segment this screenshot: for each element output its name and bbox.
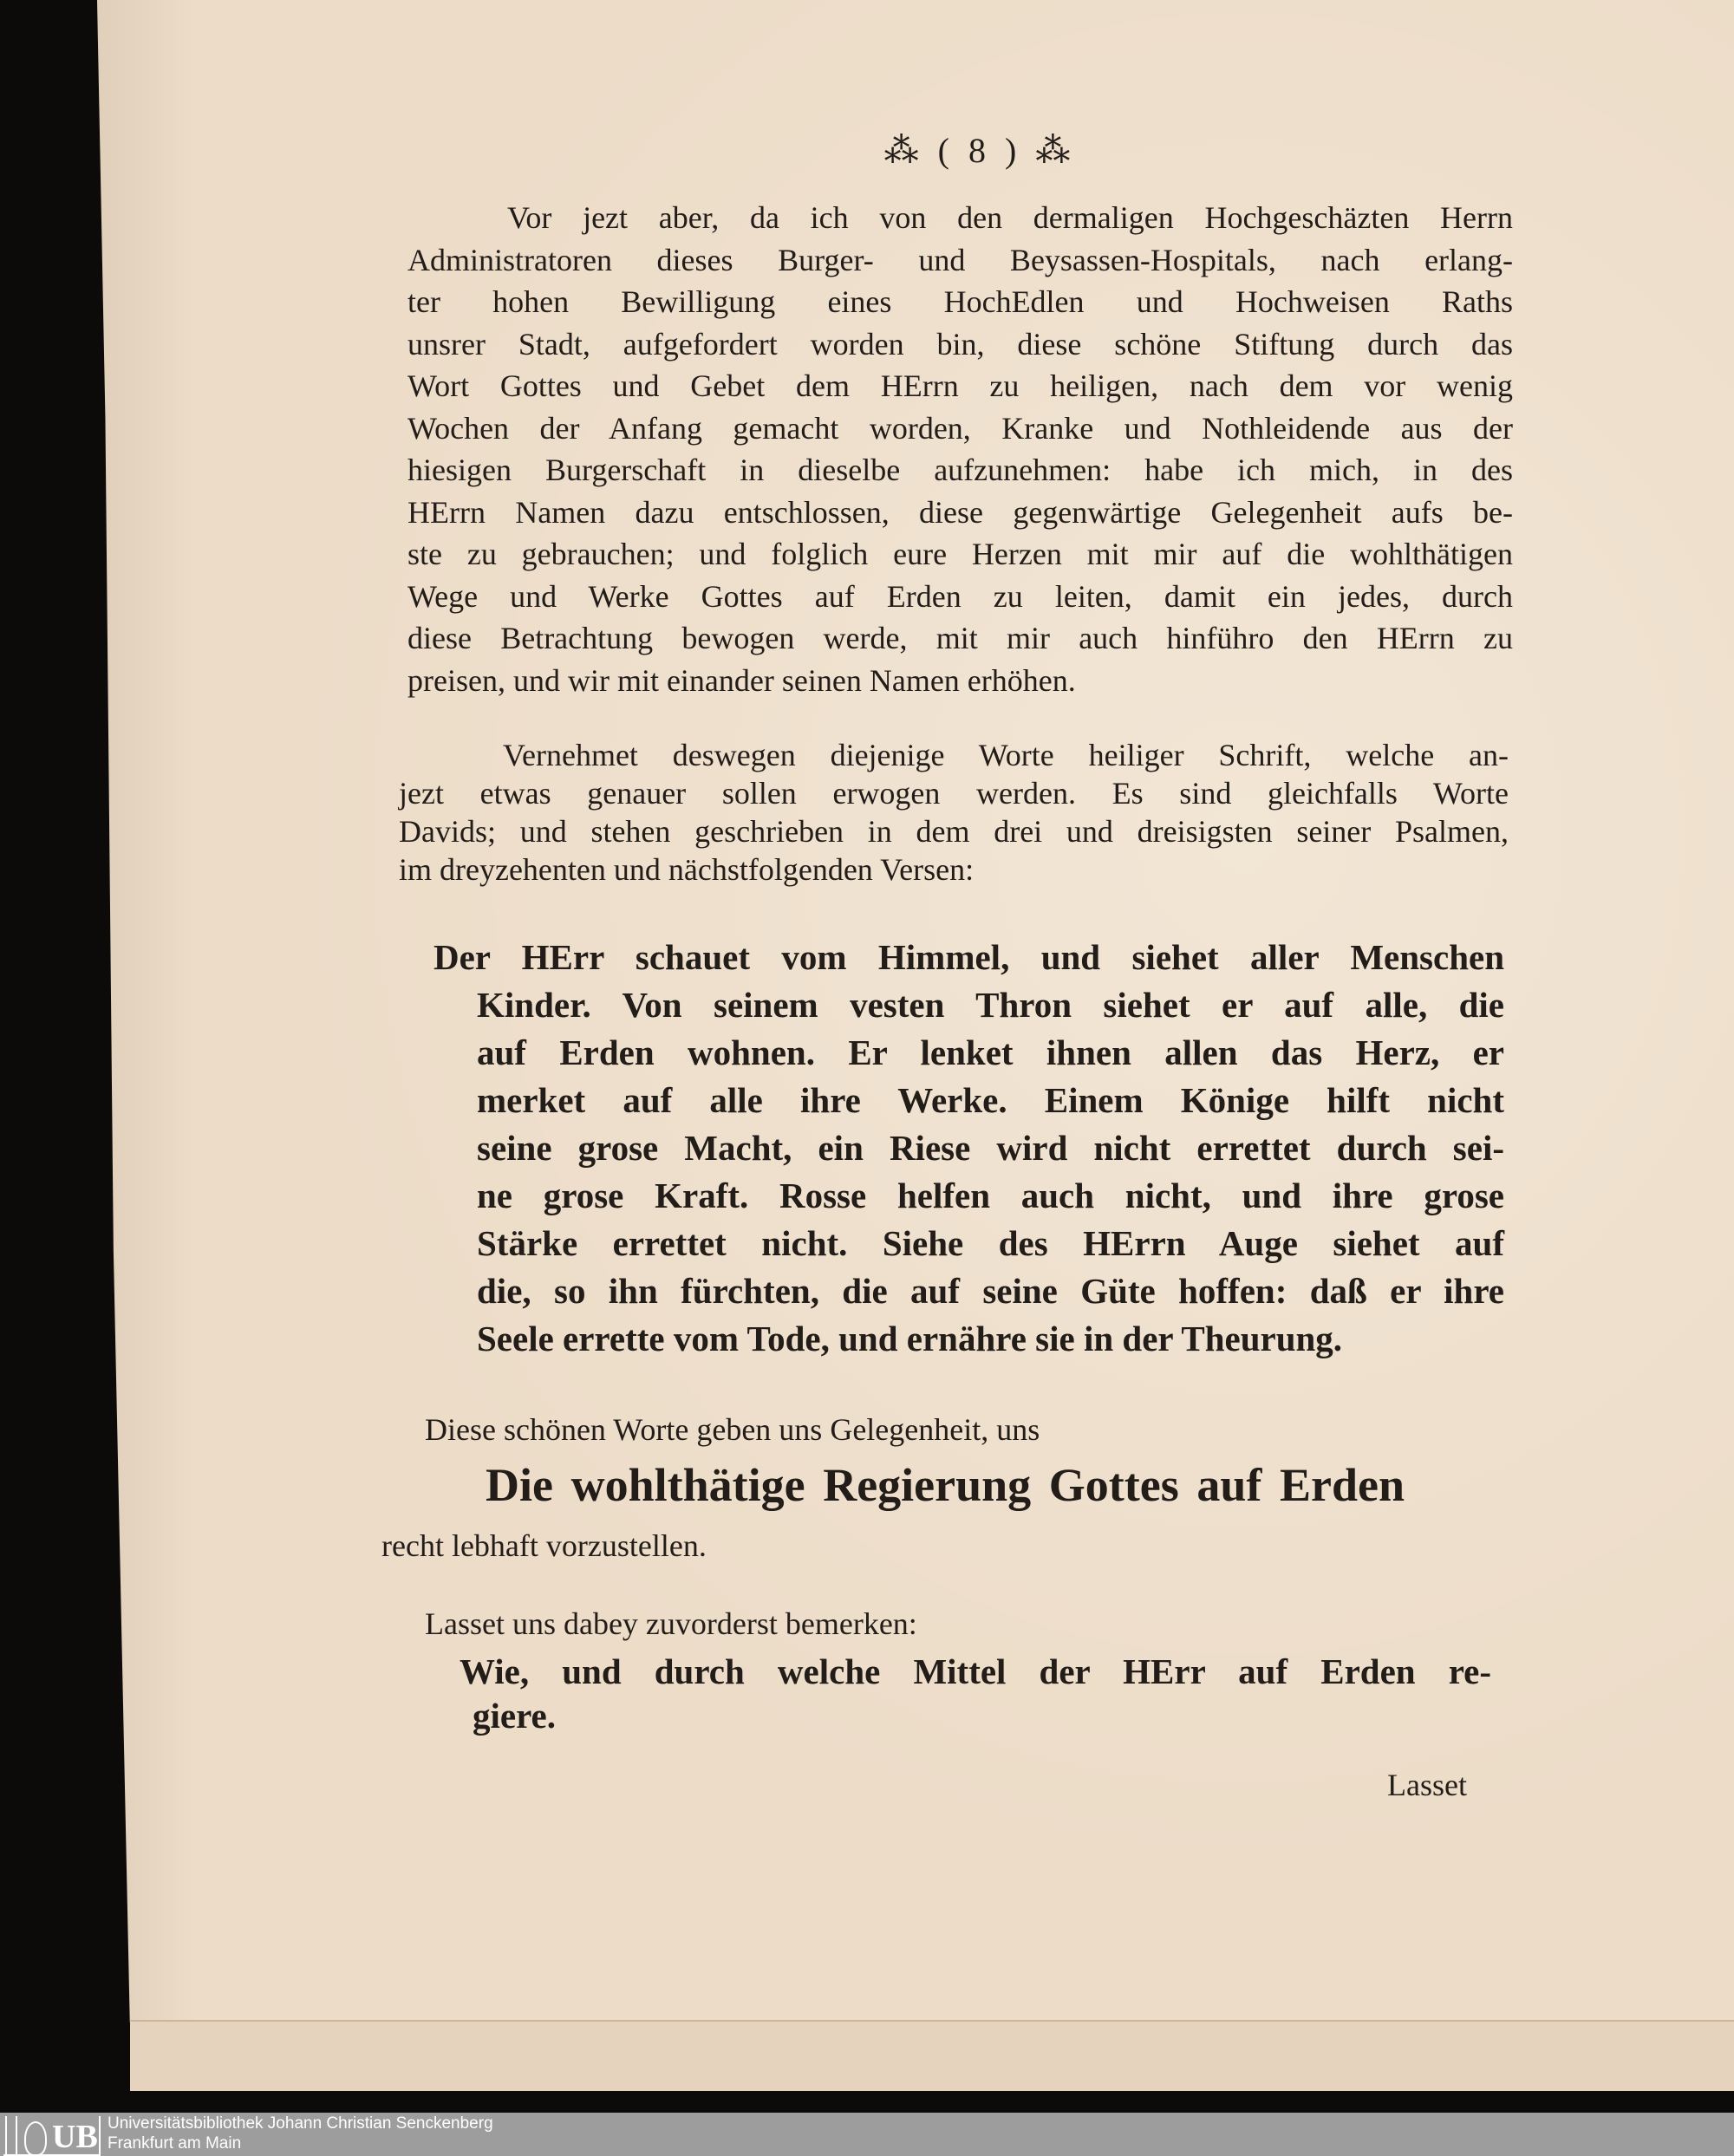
logo-portrait-icon bbox=[24, 2121, 47, 2156]
quote-line: ne grose Kraft. Rosse helfen auch nicht, und ihre grose bbox=[477, 1176, 1504, 1215]
paragraph-line: unsrer Stadt, aufgefordert worden bin, diese schöne Stiftung durch das bbox=[407, 326, 1513, 362]
paragraph-line: ste zu gebrauchen; und folglich eure Herzen mit mir auf die wohlthätigen bbox=[407, 537, 1513, 571]
quote-line: auf Erden wohnen. Er lenket ihnen allen das Herz, er bbox=[477, 1032, 1504, 1072]
paragraph-line: Wochen der Anfang gemacht worden, Kranke und Nothleidende aus der bbox=[407, 410, 1513, 446]
logo-columns-icon bbox=[5, 2116, 17, 2154]
quote-line: Kinder. Von seinem vesten Thron siehet er auf alle, die bbox=[477, 985, 1504, 1025]
sermon-theme-heading: Die wohlthätige Regierung Gottes auf Erden bbox=[486, 1459, 1405, 1511]
quote-line: merket auf alle ihre Werke. Einem Könige hilft nicht bbox=[477, 1080, 1504, 1120]
paragraph-line: HErrn Namen dazu entschlossen, diese gegenwärtige Gelegenheit aufs be- bbox=[407, 494, 1513, 530]
paragraph-line: Vernehmet deswegen diejenige Worte heiliger Schrift, welche an- bbox=[503, 738, 1509, 772]
point-line: Wie, und durch welche Mittel der HErr auf Erden re- bbox=[460, 1651, 1491, 1691]
intro-line: Diese schönen Worte geben uns Gelegenheit, uns bbox=[425, 1412, 1040, 1447]
catchword: Lasset bbox=[1387, 1768, 1467, 1802]
logo-ub-text: UB bbox=[52, 2119, 98, 2155]
paragraph-line: preisen, und wir mit einander seinen Namen erhöhen. bbox=[407, 662, 1076, 698]
paragraph-line: Davids; und stehen geschrieben in dem drei und dreisigsten seiner Psalmen, bbox=[399, 814, 1509, 849]
paragraph-line: Administratoren dieses Burger- und Beysassen-Hospitals, nach erlang- bbox=[407, 242, 1513, 277]
point-line: giere. bbox=[473, 1696, 556, 1736]
quote-line: Der HErr schauet vom Himmel, und siehet aller Menschen bbox=[434, 937, 1504, 977]
library-name: Universitätsbibliothek Johann Christian Senckenberg bbox=[108, 2114, 493, 2133]
theme-continuation: recht lebhaft vorzustellen. bbox=[381, 1528, 707, 1563]
quote-line: Seele errette vom Tode, und ernähre sie in der Theurung. bbox=[477, 1319, 1343, 1358]
quote-line: die, so ihn fürchten, die auf seine Güte hoffen: daß er ihre bbox=[477, 1271, 1504, 1311]
point-intro: Lasset uns dabey zuvorderst bemerken: bbox=[425, 1606, 917, 1641]
quote-line: seine grose Macht, ein Riese wird nicht errettet durch sei- bbox=[477, 1128, 1504, 1168]
page-number-header: ⁂ ( 8 ) ⁂ bbox=[883, 131, 1076, 170]
paragraph-line: jezt etwas genauer sollen erwogen werden. Es sind gleichfalls Worte bbox=[399, 776, 1509, 811]
paragraph-line: im dreyzehenten und nächstfolgenden Versen: bbox=[399, 852, 975, 887]
library-location: Frankfurt am Main bbox=[108, 2134, 242, 2153]
library-logo bbox=[3, 2116, 101, 2156]
library-footer-bar bbox=[0, 2113, 1734, 2156]
paragraph-line: ter hohen Bewilligung eines HochEdlen und Hochweisen Raths bbox=[407, 284, 1513, 319]
paragraph-line: Wort Gottes und Gebet dem HErrn zu heiligen, nach dem vor wenig bbox=[407, 368, 1513, 403]
page-fold-edge bbox=[130, 2020, 1734, 2091]
paragraph-line: Wege und Werke Gottes auf Erden zu leiten, damit ein jedes, durch bbox=[407, 578, 1513, 614]
quote-line: Stärke errettet nicht. Siehe des HErrn Auge siehet auf bbox=[477, 1223, 1504, 1263]
paragraph-line: diese Betrachtung bewogen werde, mit mir auch hinführo den HErrn zu bbox=[407, 621, 1513, 655]
paragraph-line: hiesigen Burgerschaft in dieselbe aufzunehmen: habe ich mich, in des bbox=[407, 453, 1513, 487]
paragraph-line: Vor jezt aber, da ich von den dermaligen Hochgeschäzten Herrn bbox=[507, 200, 1513, 235]
